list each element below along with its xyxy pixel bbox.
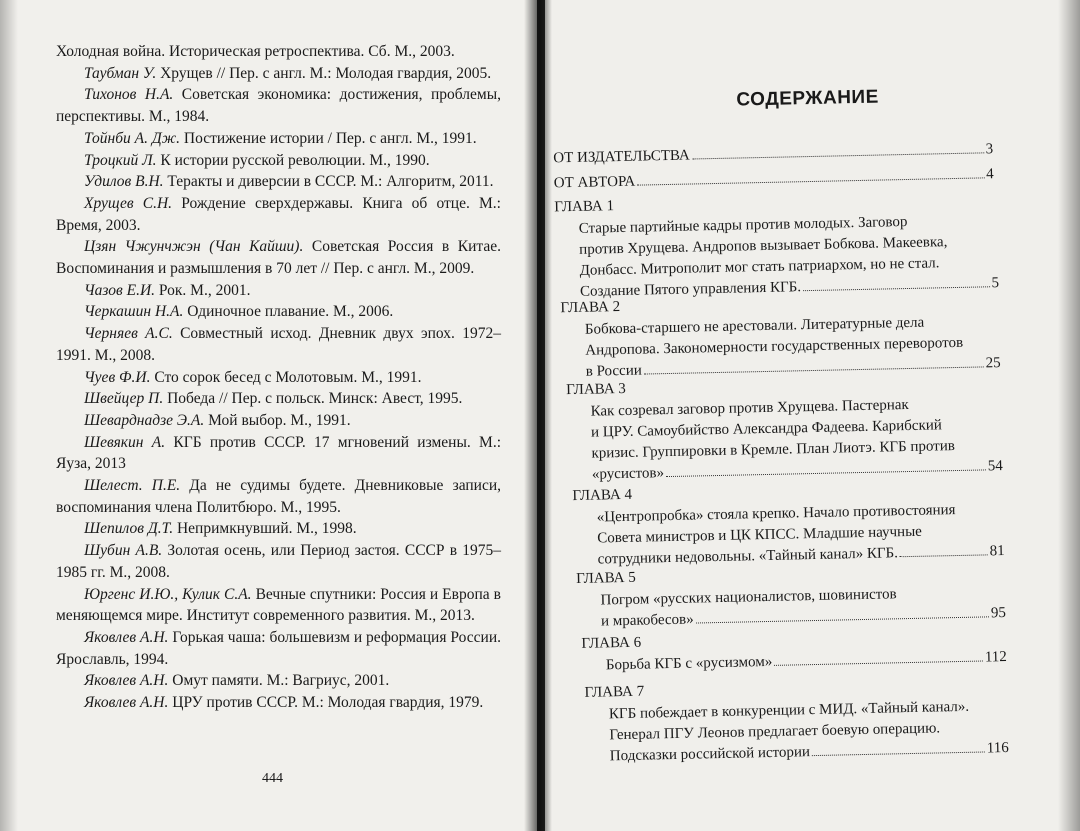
bibliography-entry — [56, 518, 501, 540]
entry-author: Швейцер П. — [84, 390, 164, 408]
chapter-title: ГЛАВА 5 — [575, 569, 636, 588]
entry-text: К истории русской революции. М., 1990. — [156, 151, 430, 169]
chapter-line-text: сотрудники недовольны. «Тайный канал» КГБ. — [597, 545, 899, 568]
toc-item-label: ОТ ИЗДАТЕЛЬСТВА — [553, 147, 690, 167]
chapter-line: Бобкова-старшего не арестовали. Литературные дела — [584, 314, 925, 338]
entry-author: Юргенс И.Ю., Кулик С.А. — [84, 585, 252, 603]
bibliography-entry — [56, 41, 501, 63]
chapter-title: ГЛАВА 6 — [581, 634, 642, 652]
entry-text: Хрущев // Пер. с англ. М.: Молодая гвардия, 2005. — [156, 64, 492, 82]
bibliography-entry — [56, 323, 501, 366]
dot-leader — [666, 469, 986, 477]
left-page — [0, 0, 537, 831]
bibliography-entry — [56, 171, 501, 193]
entry-text: КГБ против СССР. 17 мгновений измены. М.: Яуза, 2013 — [56, 433, 502, 473]
entry-text: Непримкнувший. М., 1998. — [173, 520, 357, 538]
entry-text: Советская экономика: достижения, проблемы, перспективы. М., 1984. — [56, 86, 502, 126]
chapter-description — [609, 696, 1009, 767]
book-gutter-shadow — [524, 0, 552, 831]
bibliography-entry — [56, 301, 501, 323]
chapter-title: ГЛАВА 4 — [572, 486, 633, 505]
page-edge-shadow — [0, 0, 18, 831]
dot-leader — [900, 554, 988, 557]
toc-page-number: 25 — [985, 355, 1001, 372]
chapter-description — [579, 210, 1000, 303]
entry-text: Холодная война. Историческая ретроспектива. Сб. М., 2003. — [56, 43, 455, 60]
entry-author: Хрущев С.Н. — [84, 194, 173, 212]
entry-text: Да не судимы будете. Дневниковые записи, воспоминания члена Политбюро. М., 1995. — [56, 477, 502, 516]
entry-author: Цзян Чжунчжэн (Чан Кайши). — [84, 238, 304, 256]
bibliography-entry — [56, 193, 501, 236]
bibliography-list — [56, 41, 501, 714]
entry-text: Горькая чаша: большевизм и реформация России. Ярославль, 1994. — [56, 628, 501, 668]
chapter-title: ГЛАВА 7 — [584, 683, 645, 701]
entry-author: Троцкий Л. — [84, 151, 157, 169]
entry-text: ЦРУ против СССР. М.: Молодая гвардия, 1979. — [168, 694, 484, 712]
entry-text: Вечные спутники: Россия и Европа в меняющемся мире. Институт современного развития. М., 2013. — [56, 585, 501, 625]
dot-leader — [644, 366, 984, 374]
toc-front-item — [554, 166, 994, 192]
entry-author: Таубман У. — [84, 64, 157, 82]
dot-leader — [637, 177, 984, 185]
toc-item-label: ОТ АВТОРА — [553, 173, 636, 192]
bibliography-entry — [56, 63, 501, 85]
chapter-description — [600, 582, 1006, 632]
entry-author: Черкашин Н.А. — [84, 303, 184, 321]
bibliography-entry — [56, 128, 501, 150]
dot-leader — [692, 152, 984, 159]
chapter-line-text: Создание Пятого управления КГБ. — [579, 279, 802, 300]
bibliography-entry — [56, 388, 501, 410]
chapter-line: Погром «русских националистов, шовинистов — [600, 586, 897, 609]
toc-page-number: 4 — [986, 166, 994, 183]
entry-author: Шубин А.В. — [84, 542, 163, 560]
bibliography-entry — [56, 475, 501, 518]
bibliography-entry — [56, 540, 501, 583]
chapter-description — [590, 393, 1003, 486]
entry-author: Удилов В.Н. — [84, 173, 164, 191]
entry-text: Постижение истории / Пер. с англ. М., 1991. — [180, 129, 477, 147]
entry-text: Рок. М., 2001. — [155, 281, 251, 299]
chapter-line: «Центропробка» стояла крепко. Начало противостояния — [596, 502, 956, 526]
bibliography-entry — [56, 627, 501, 670]
toc-page-number: 112 — [984, 649, 1008, 666]
bibliography-entry — [56, 280, 501, 302]
dot-leader — [812, 751, 985, 756]
bibliography-entry — [56, 432, 501, 475]
entry-author: Шевякин А. — [84, 433, 166, 451]
dot-leader — [774, 661, 983, 666]
chapter-line-text: в России — [585, 362, 642, 380]
page-edge-shadow — [1058, 0, 1080, 831]
entry-author: Шепилов Д.Т. — [84, 520, 174, 538]
entry-text: Совместный исход. Дневник двух эпох. 1972–1991. М., 2008. — [56, 325, 501, 364]
chapter-line: Как созревал заговор против Хрущева. Пастернак — [590, 397, 909, 420]
bibliography-entry — [56, 236, 501, 279]
chapter-line: Старые партийные кадры против молодых. Заговор — [578, 213, 908, 237]
entry-text: Рождение сверхдержавы. Книга об отце. М.: Время, 2003. — [56, 194, 501, 234]
dot-leader — [803, 286, 989, 291]
toc-page-number: 81 — [989, 543, 1005, 560]
entry-author: Шелест. П.Е. — [84, 477, 181, 495]
chapter-line-text: и мракобесов» — [600, 611, 694, 630]
chapter-line: против Хрущева. Андропов вызывает Бобкова. Макеевка, — [579, 234, 948, 258]
chapter-line: Генерал ПГУ Леонов предлагает боевую операцию. — [609, 720, 941, 744]
bibliography-entry — [56, 367, 501, 389]
chapter-line-text: «русистов» — [591, 465, 665, 483]
dot-leader — [696, 616, 989, 623]
entry-text: Мой выбор. М., 1991. — [204, 411, 351, 429]
bibliography-entry — [56, 692, 501, 714]
entry-text: Теракты и диверсии в СССР. М.: Алгоритм, 2011. — [163, 173, 494, 191]
entry-author: Тойнби А. Дж. — [84, 129, 181, 147]
entry-author: Чуев Ф.И. — [84, 368, 151, 386]
entry-author: Яковлев А.Н. — [84, 672, 169, 690]
chapter-line: Андропова. Закономерности государственных переворотов — [585, 334, 964, 359]
chapter-description — [597, 499, 1005, 571]
entry-text: Золотая осень, или Период застоя. СССР в 1975–1985 гг. М., 2008. — [56, 542, 502, 581]
entry-author: Шеварднадзе Э.А. — [84, 411, 205, 429]
chapter-line-text: Борьба КГБ с «русизмом» — [605, 653, 773, 674]
right-page — [545, 0, 1080, 831]
bibliography-entry — [56, 670, 501, 692]
toc-front-item — [553, 141, 993, 167]
chapter-description — [585, 311, 1001, 383]
chapter-line: и ЦРУ. Самоубийство Александра Фадеева. Карибский — [590, 417, 943, 441]
entry-author: Яковлев А.Н. — [84, 694, 169, 712]
entry-author: Тихонов Н.А. — [84, 86, 174, 104]
bibliography-entry — [56, 584, 501, 627]
entry-text: Советская Россия в Китае. Воспоминания и размышления в 70 лет // Пер. с англ. М., 2009. — [56, 238, 502, 278]
chapter-line: Донбасс. Митрополит мог стать патриархом, но не стал. — [579, 255, 940, 279]
entry-text: Одиночное плавание. М., 2006. — [183, 303, 394, 321]
chapter-line: кризис. Группировки в Кремле. План Лиотэ. КГБ против — [591, 438, 956, 462]
chapter-title: ГЛАВА 2 — [560, 299, 621, 317]
toc-page-number: 95 — [990, 605, 1007, 622]
entry-text: Победа // Пер. с польск. Минск: Авест, 1995. — [163, 390, 463, 408]
toc-page-number: 54 — [987, 458, 1004, 475]
entry-text: Сто сорок бесед с Молотовым. М., 1991. — [150, 368, 422, 386]
page-number: 444 — [262, 771, 283, 786]
contents-title: СОДЕРЖАНИЕ — [736, 86, 879, 111]
entry-author: Яковлев А.Н. — [84, 628, 169, 646]
entry-author: Черняев А.С. — [84, 325, 173, 343]
chapter-line: КГБ побеждает в конкуренции с МИД. «Тайный канал». — [608, 698, 970, 723]
chapter-title: ГЛАВА 1 — [554, 198, 615, 216]
chapter-title: ГЛАВА 3 — [565, 380, 627, 399]
bibliography-entry — [56, 84, 501, 127]
entry-author: Чазов Е.И. — [84, 281, 156, 299]
toc-page-number: 116 — [986, 739, 1009, 757]
chapter-line-text: Подсказки российской истории — [609, 744, 811, 765]
chapter-description — [606, 647, 1007, 676]
bibliography-entry — [56, 150, 501, 172]
bibliography-entry — [56, 410, 501, 432]
chapter-line — [606, 647, 1007, 676]
toc-page-number: 3 — [985, 141, 994, 158]
entry-text: Омут памяти. М.: Вагриус, 2001. — [168, 672, 390, 690]
chapter-line: Совета министров и ЦК КПСС. Младшие научные — [597, 523, 923, 547]
toc-page-number: 5 — [991, 275, 1000, 292]
table-of-contents — [545, 0, 1080, 831]
